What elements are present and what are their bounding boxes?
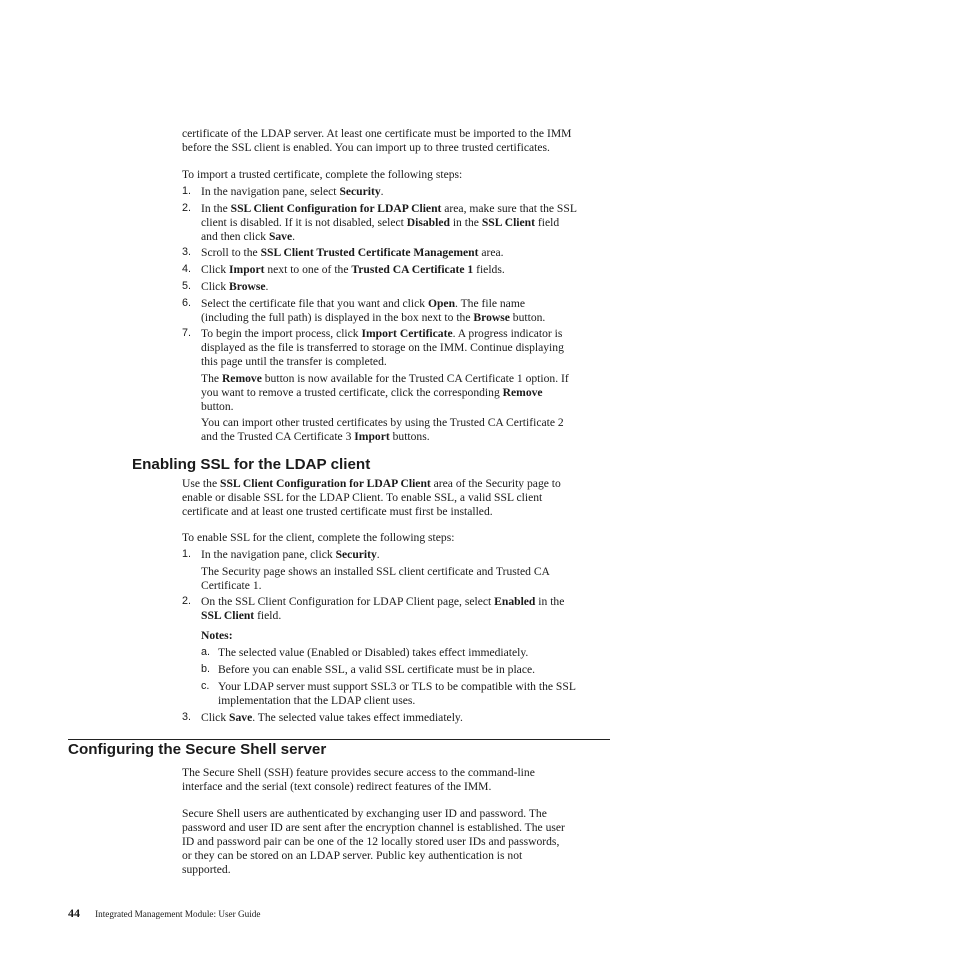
import-steps-intro: To import a trusted certificate, complete the following steps: bbox=[182, 168, 463, 181]
note-text: The selected value (Enabled or Disabled) takes effect immediately. bbox=[218, 646, 529, 659]
step-number: 2. bbox=[182, 595, 192, 607]
ssl-step-3 bbox=[182, 711, 612, 725]
step-text: Click Import next to one of the Trusted CA Certificate 1 fields. bbox=[201, 263, 505, 276]
note-text: Before you can enable SSL, a valid SSL certificate must be in place. bbox=[218, 663, 536, 676]
remove-button-note: The Remove button is now available for the Trusted CA Certificate 1 option. If you want to remove a trusted certificate, click the corresponding Remove button. bbox=[201, 372, 569, 413]
intro-paragraph bbox=[182, 127, 614, 155]
step-number: 3. bbox=[182, 711, 192, 723]
note-letter: b. bbox=[201, 663, 211, 675]
step-number: 1. bbox=[182, 185, 192, 197]
step-number: 3. bbox=[182, 246, 192, 258]
import-step-3 bbox=[182, 246, 612, 260]
step-number: 7. bbox=[182, 327, 192, 339]
ssh-intro-paragraph: The Secure Shell (SSH) feature provides secure access to the command-line interface and the serial (text console) redirect features of the IMM. bbox=[182, 766, 535, 793]
step-text: To begin the import process, click Import Certificate. A progress indicator is displayed as the file is transferred to storage on the IMM. Continue displaying this page until the transfer is completed. bbox=[201, 327, 564, 368]
step-number: 2. bbox=[182, 202, 192, 214]
notes-label: Notes: bbox=[201, 629, 233, 642]
section-heading-enable-ssl: Enabling SSL for the LDAP client bbox=[132, 456, 371, 473]
section-heading-ssh: Configuring the Secure Shell server bbox=[68, 741, 327, 758]
note-letter: a. bbox=[201, 646, 211, 658]
footer-title: Integrated Management Module: User Guide bbox=[95, 909, 261, 919]
step-text: Click Browse. bbox=[201, 280, 269, 293]
import-step-2 bbox=[182, 202, 612, 244]
import-step-4 bbox=[182, 263, 612, 277]
import-step-7 bbox=[182, 327, 612, 369]
ssl-step-2 bbox=[182, 595, 612, 623]
other-certificates-note: You can import other trusted certificates by using the Trusted CA Certificate 2 and the Trusted CA Certificate 3 Import buttons. bbox=[201, 416, 564, 443]
page-number: 44 bbox=[68, 906, 80, 920]
note-letter: c. bbox=[201, 680, 210, 692]
section-divider bbox=[68, 739, 610, 740]
note-text: Your LDAP server must support SSL3 or TLS to be compatible with the SSL implementation that the LDAP client uses. bbox=[218, 680, 576, 707]
step-text: On the SSL Client Configuration for LDAP Client page, select Enabled in the SSL Client field. bbox=[201, 595, 565, 622]
step-text: Click Save. The selected value takes effect immediately. bbox=[201, 711, 463, 724]
step-text: In the SSL Client Configuration for LDAP Client area, make sure that the SSL client is disabled. If it is not disabled, select Disabled in the SSL Client field and then click Save. bbox=[201, 202, 577, 243]
note-c bbox=[201, 680, 613, 708]
step-text: Select the certificate file that you want and click Open. The file name (including the full path) is displayed in the box next to the Browse button. bbox=[201, 297, 546, 324]
note-b bbox=[201, 663, 613, 677]
ssl-steps-intro: To enable SSL for the client, complete the following steps: bbox=[182, 531, 455, 544]
page-footer bbox=[68, 902, 260, 921]
step-text: In the navigation pane, click Security. bbox=[201, 548, 380, 561]
step-number: 4. bbox=[182, 263, 192, 275]
ssl-intro-paragraph: Use the SSL Client Configuration for LDAP Client area of the Security page to enable or disable SSL for the LDAP Client. To enable SSL, a valid SSL client certificate and at least one trusted certificate must first be installed. bbox=[182, 477, 561, 518]
step-text: In the navigation pane, select Security. bbox=[201, 185, 384, 198]
import-step-5 bbox=[182, 280, 612, 294]
intro-line-1: certificate of the LDAP server. At least one certificate must be imported to the IMM bbox=[182, 127, 572, 140]
step-text: Scroll to the SSL Client Trusted Certificate Management area. bbox=[201, 246, 504, 259]
step-number: 6. bbox=[182, 297, 192, 309]
import-step-6 bbox=[182, 297, 612, 325]
ssh-auth-paragraph: Secure Shell users are authenticated by exchanging user ID and password. The password and user ID are sent after the encryption channel is established. The user ID and password pair can be one of the 12 locally stored user IDs and passwords, or they can be stored on an LDAP server. Public key authentication is not supported. bbox=[182, 807, 565, 876]
step-number: 5. bbox=[182, 280, 192, 292]
ssl-step-1-note: The Security page shows an installed SSL client certificate and Trusted CA Certificate 1. bbox=[201, 565, 550, 592]
note-a bbox=[201, 646, 613, 660]
ssl-step-1 bbox=[182, 548, 612, 562]
intro-line-2: before the SSL client is enabled. You can import up to three trusted certificates. bbox=[182, 140, 550, 154]
step-number: 1. bbox=[182, 548, 192, 560]
import-step-1 bbox=[182, 185, 612, 199]
